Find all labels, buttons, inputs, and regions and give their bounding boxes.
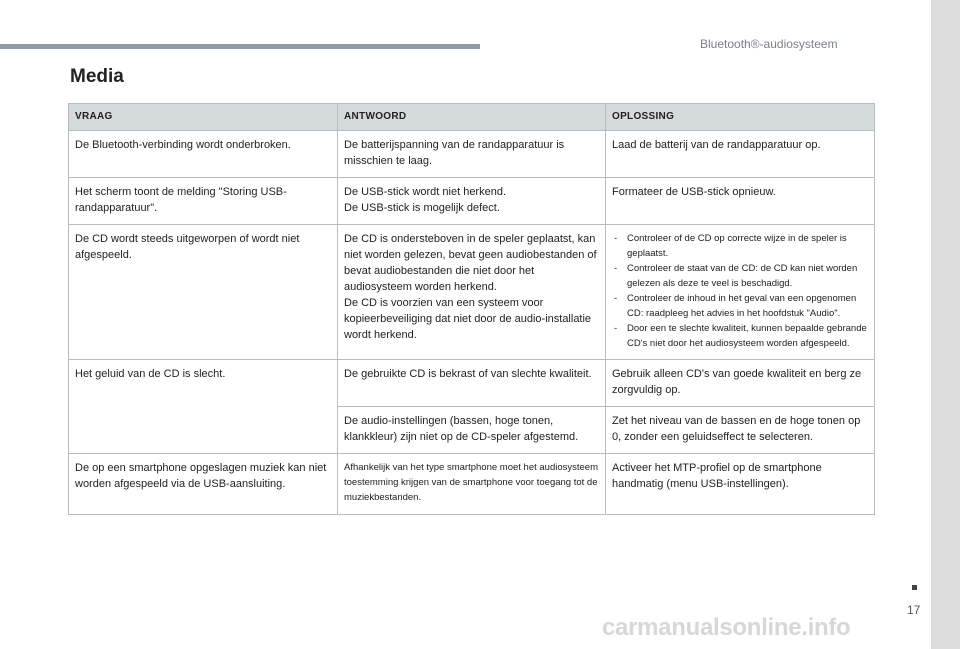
- watermark: carmanualsonline.info: [602, 614, 851, 641]
- table-header-row: [69, 104, 875, 131]
- solution-cell: Gebruik alleen CD's van goede kwaliteit en berg ze zorgvuldig op.: [606, 360, 875, 407]
- table-row: [69, 131, 875, 178]
- question-cell: De CD wordt steeds uitgeworpen of wordt niet afgespeeld.: [69, 225, 338, 360]
- question-cell: Het scherm toont de melding "Storing USB-randapparatuur".: [69, 178, 338, 225]
- answer-cell: [338, 178, 606, 225]
- answer-line: De CD is ondersteboven in de speler geplaatst, kan niet worden gelezen, bevat geen audiobestanden of bevat audiobestanden die niet door het audiosysteem worden herkend.: [344, 233, 597, 293]
- column-header-question: VRAAG: [69, 104, 338, 131]
- table-row: [69, 178, 875, 225]
- solution-cell: Formateer de USB-stick opnieuw.: [606, 178, 875, 225]
- answer-line: De USB-stick wordt niet herkend.: [344, 186, 507, 198]
- section-title: Media: [70, 66, 124, 87]
- troubleshooting-table: [68, 103, 875, 515]
- solution-cell: Laad de batterij van de randapparatuur op.: [606, 131, 875, 178]
- solution-item: - Controleer de inhoud in het geval van een opgenomen CD: raadpleeg het advies in het hoofdstuk "Audio".: [612, 291, 868, 321]
- solution-cell: [606, 225, 875, 360]
- question-cell: De op een smartphone opgeslagen muziek kan niet worden afgespeeld via de USB-aansluiting.: [69, 454, 338, 515]
- question-cell: De Bluetooth-verbinding wordt onderbroken.: [69, 131, 338, 178]
- chapter-title: Bluetooth®-audiosysteem: [700, 37, 838, 51]
- answer-cell: De batterijspanning van de randapparatuur is misschien te laag.: [338, 131, 606, 178]
- column-header-answer: ANTWOORD: [338, 104, 606, 131]
- answer-cell: De audio-instellingen (bassen, hoge tonen, klankkleur) zijn niet op de CD-speler afgestemd.: [338, 407, 606, 454]
- answer-cell: De gebruikte CD is bekrast of van slechte kwaliteit.: [338, 360, 606, 407]
- solution-cell: Activeer het MTP-profiel op de smartphone handmatig (menu USB-instellingen).: [606, 454, 875, 515]
- header-rule: [0, 44, 480, 49]
- continuation-marker: [912, 585, 917, 590]
- solution-item: - Controleer de staat van de CD: de CD kan niet worden gelezen als deze te veel is beschadigd.: [612, 261, 868, 291]
- answer-cell: [338, 225, 606, 360]
- solution-item: - Controleer of de CD op correcte wijze in de speler is geplaatst.: [612, 231, 868, 261]
- solution-list: [612, 231, 868, 351]
- column-header-solution: OPLOSSING: [606, 104, 875, 131]
- page-edge-strip: [931, 0, 960, 649]
- page-number: 17: [907, 603, 921, 617]
- table-row: [69, 360, 875, 407]
- table-row: [69, 454, 875, 515]
- table-row: [69, 225, 875, 360]
- solution-cell: Zet het niveau van de bassen en de hoge tonen op 0, zonder een geluidseffect te selecteren.: [606, 407, 875, 454]
- answer-cell: Afhankelijk van het type smartphone moet het audiosysteem toestemming krijgen van de smartphone voor toegang tot de muziekbestanden.: [338, 454, 606, 515]
- answer-line: De USB-stick is mogelijk defect.: [344, 202, 500, 214]
- solution-item: - Door een te slechte kwaliteit, kunnen bepaalde gebrande CD's niet door het audiosysteem worden afgespeeld.: [612, 321, 868, 351]
- question-cell: Het geluid van de CD is slecht.: [69, 360, 338, 454]
- answer-line: De CD is voorzien van een systeem voor kopieerbeveiliging dat niet door de audio-installatie wordt herkend.: [344, 297, 592, 341]
